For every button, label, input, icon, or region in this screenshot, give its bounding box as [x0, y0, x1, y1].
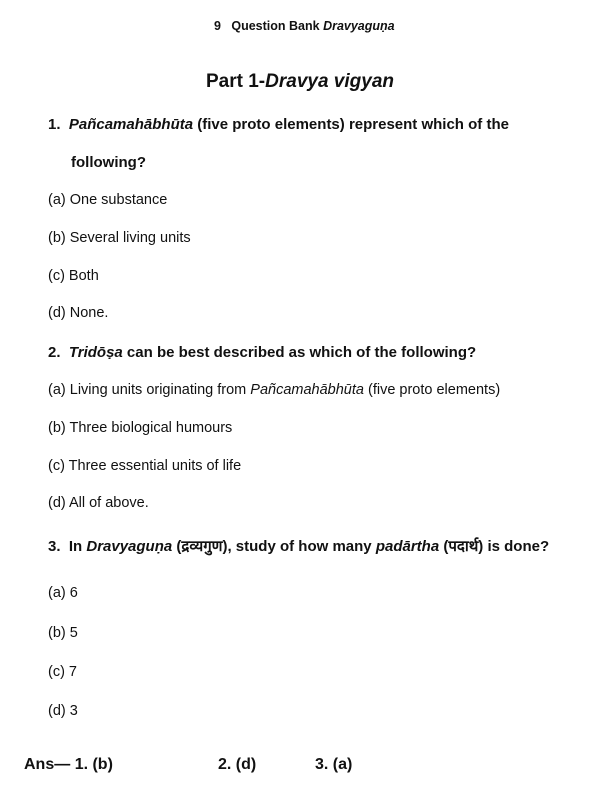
page-header: [214, 20, 395, 33]
question-2: [48, 345, 476, 360]
term-italic: padārtha: [375, 538, 440, 555]
question-number: 2.: [48, 344, 61, 361]
option: [48, 383, 500, 398]
question-text: can be best described as which of the following?: [122, 344, 477, 361]
book-title-italic: Dravyaguṇa: [323, 19, 395, 33]
part-title-prefix: Part 1-: [206, 71, 266, 92]
answer-key: [24, 757, 113, 773]
book-title: Question Bank: [231, 19, 324, 33]
option: (b) Three biological humours: [48, 420, 233, 436]
option: (b) 5: [48, 625, 78, 641]
question-text: (पदार्थ) is done?: [439, 538, 550, 555]
answer-2: 2. (d): [218, 756, 257, 773]
option: (a) 6: [48, 585, 78, 601]
answer-3: 3. (a): [315, 756, 353, 773]
question-number: 3.: [48, 538, 61, 555]
option: (b) Several living units: [48, 230, 191, 246]
question-3: [48, 539, 549, 554]
answer-label: Ans—: [24, 756, 71, 773]
option: (d) 3: [48, 703, 78, 719]
option: (c) Both: [48, 268, 99, 284]
term-italic: Tridōṣa: [68, 344, 123, 361]
answer-1: 1. (b): [74, 756, 113, 773]
option-text: (five proto elements): [363, 382, 501, 398]
page-number: 9: [214, 19, 221, 33]
option: (d) None.: [48, 305, 109, 321]
term-italic: Pañcamahābhūta: [68, 116, 194, 133]
option: (a) One substance: [48, 192, 168, 208]
part-title-italic: Dravya vigyan: [265, 71, 394, 92]
question-text: In: [68, 538, 87, 555]
question-number: 1.: [48, 116, 61, 133]
term-italic: Dravyaguṇa: [86, 538, 173, 555]
option: (c) Three essential units of life: [48, 458, 242, 474]
question-1: [48, 117, 509, 132]
option: (d) All of above.: [48, 495, 149, 511]
part-title: [0, 72, 600, 91]
option-text: (a) Living units originating from: [48, 382, 251, 398]
question-1-line2: following?: [71, 154, 146, 171]
term-italic: Pañcamahābhūta: [250, 382, 364, 398]
option: (c) 7: [48, 664, 77, 680]
question-text: (द्रव्यगुण), study of how many: [172, 538, 376, 555]
question-text: (five proto elements) represent which of the: [193, 116, 509, 133]
